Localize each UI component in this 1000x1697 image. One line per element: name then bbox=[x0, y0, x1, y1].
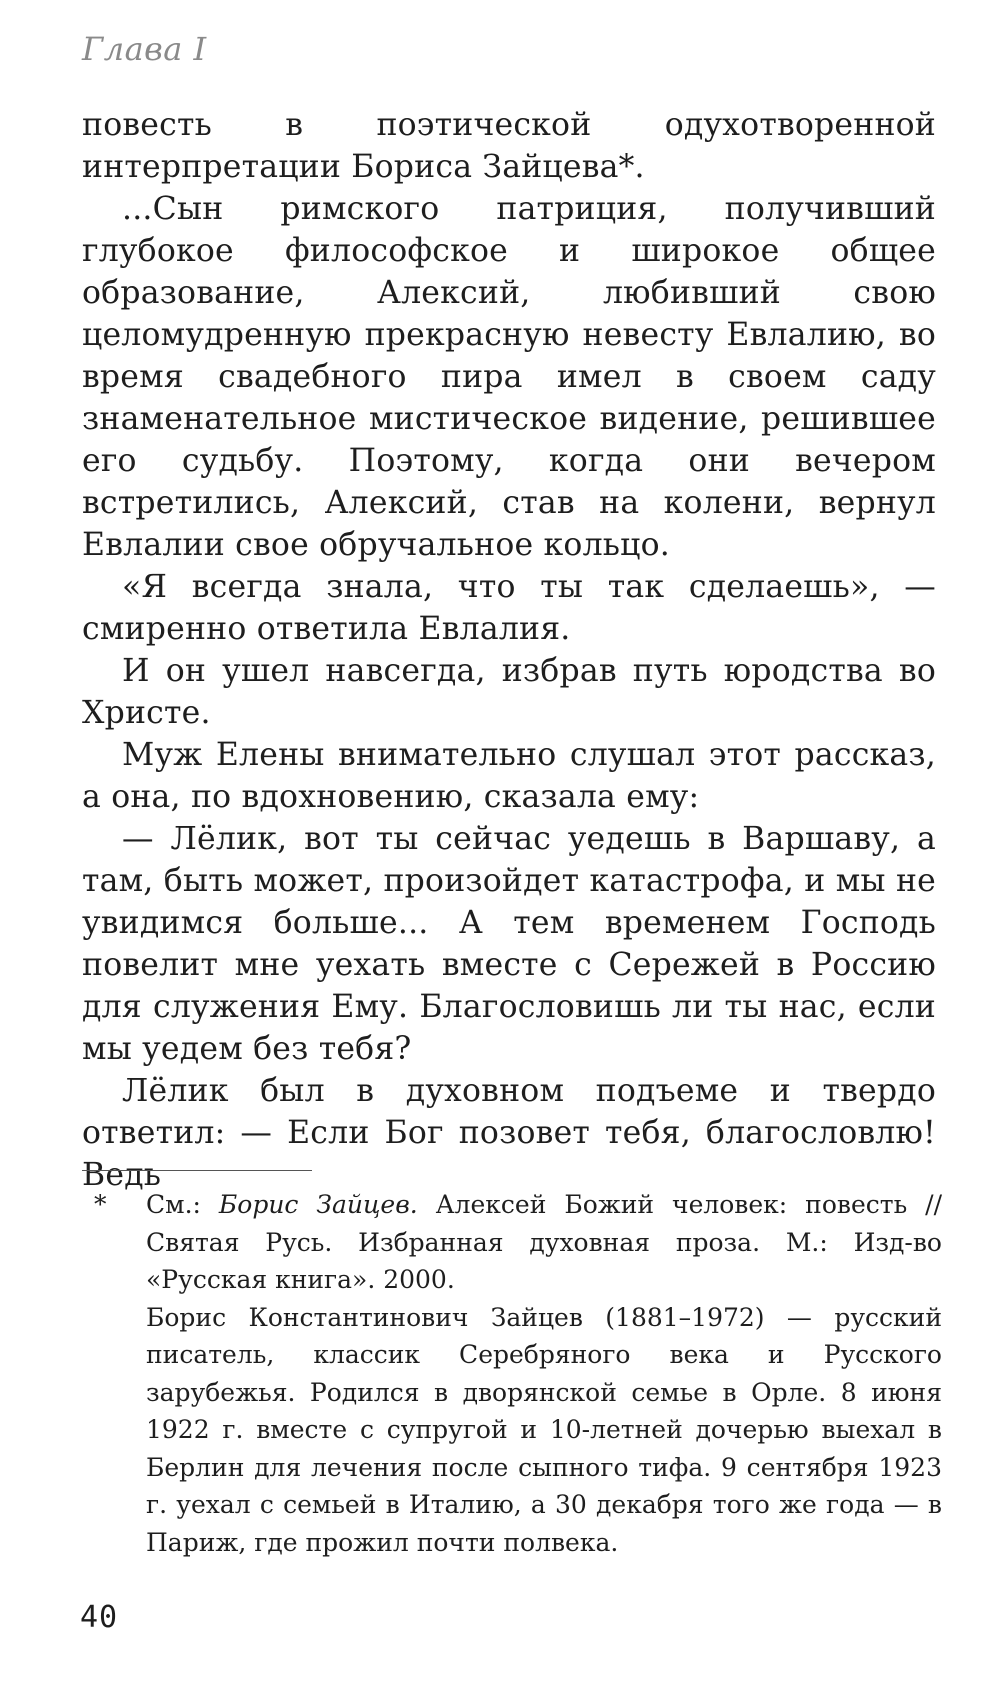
paragraph: «Я всегда знала, что ты так сделаешь», — смиренно ответила Евлалия. bbox=[82, 569, 936, 647]
footnote-prefix: См.: bbox=[146, 1190, 219, 1219]
paragraph: Муж Елены внимательно слушал этот рассказ, а она, по вдохновению, сказала ему: bbox=[82, 737, 936, 815]
footnote-text bbox=[146, 1186, 942, 1299]
running-head: Глава I bbox=[82, 30, 207, 68]
main-text bbox=[82, 104, 936, 1196]
paragraph: повесть в поэтической одухотворенной интерпретации Бориса Зайцева*. bbox=[82, 107, 936, 185]
footnote bbox=[82, 1186, 942, 1299]
footnote-marker: * bbox=[94, 1190, 107, 1219]
footnote-text: Борис Константинович Зайцев (1881–1972) — русский писатель, классик Серебряного века и Русского зарубежья. Родился в дворянской семье в Орле. 8 июня 1922 г. вместе с супругой и 10-летней дочерью выехал в Берлин для лечения после сыпного тифа. 9 сентября 1923 г. уехал с семьей в Италию, а 30 декабря того же года — в Париж, где прожил почти полвека. bbox=[146, 1302, 942, 1557]
footnotes bbox=[82, 1186, 942, 1561]
paragraph: ...Сын римского патриция, получивший глубокое философское и широкое общее образование, Алексий, любивший свою целомудренную прекрасную невесту Евлалию, во время свадебного пира имел в своем саду знаменательное мистическое видение, решившее его судьбу. Поэтому, когда они вечером встретились, Алексий, став на колени, вернул Евлалии свое обручальное кольцо. bbox=[82, 191, 936, 563]
footnote-citation: Алексей Божий человек: повесть // Святая Русь. Избранная духовная проза. М.: Изд-во «Русская книга». 2000. bbox=[146, 1190, 943, 1294]
footnote bbox=[82, 1299, 942, 1562]
page-number: 40 bbox=[80, 1600, 119, 1635]
paragraph: — Лёлик, вот ты сейчас уедешь в Варшаву, а там, быть может, произойдет катастрофа, и мы не увидимся больше... А тем временем Господь повелит мне уехать вместе с Сережей в Россию для служения Ему. Благословишь ли ты нас, если мы уедем без тебя? bbox=[82, 821, 936, 1067]
footnote-divider bbox=[82, 1170, 312, 1171]
paragraph: И он ушел навсегда, избрав путь юродства во Христе. bbox=[82, 653, 936, 731]
paragraph: Лёлик был в духовном подъеме и твердо ответил: — Если Бог позовет тебя, благословлю! Ведь bbox=[82, 1073, 936, 1193]
footnote-author: Борис Зайцев. bbox=[218, 1190, 418, 1219]
